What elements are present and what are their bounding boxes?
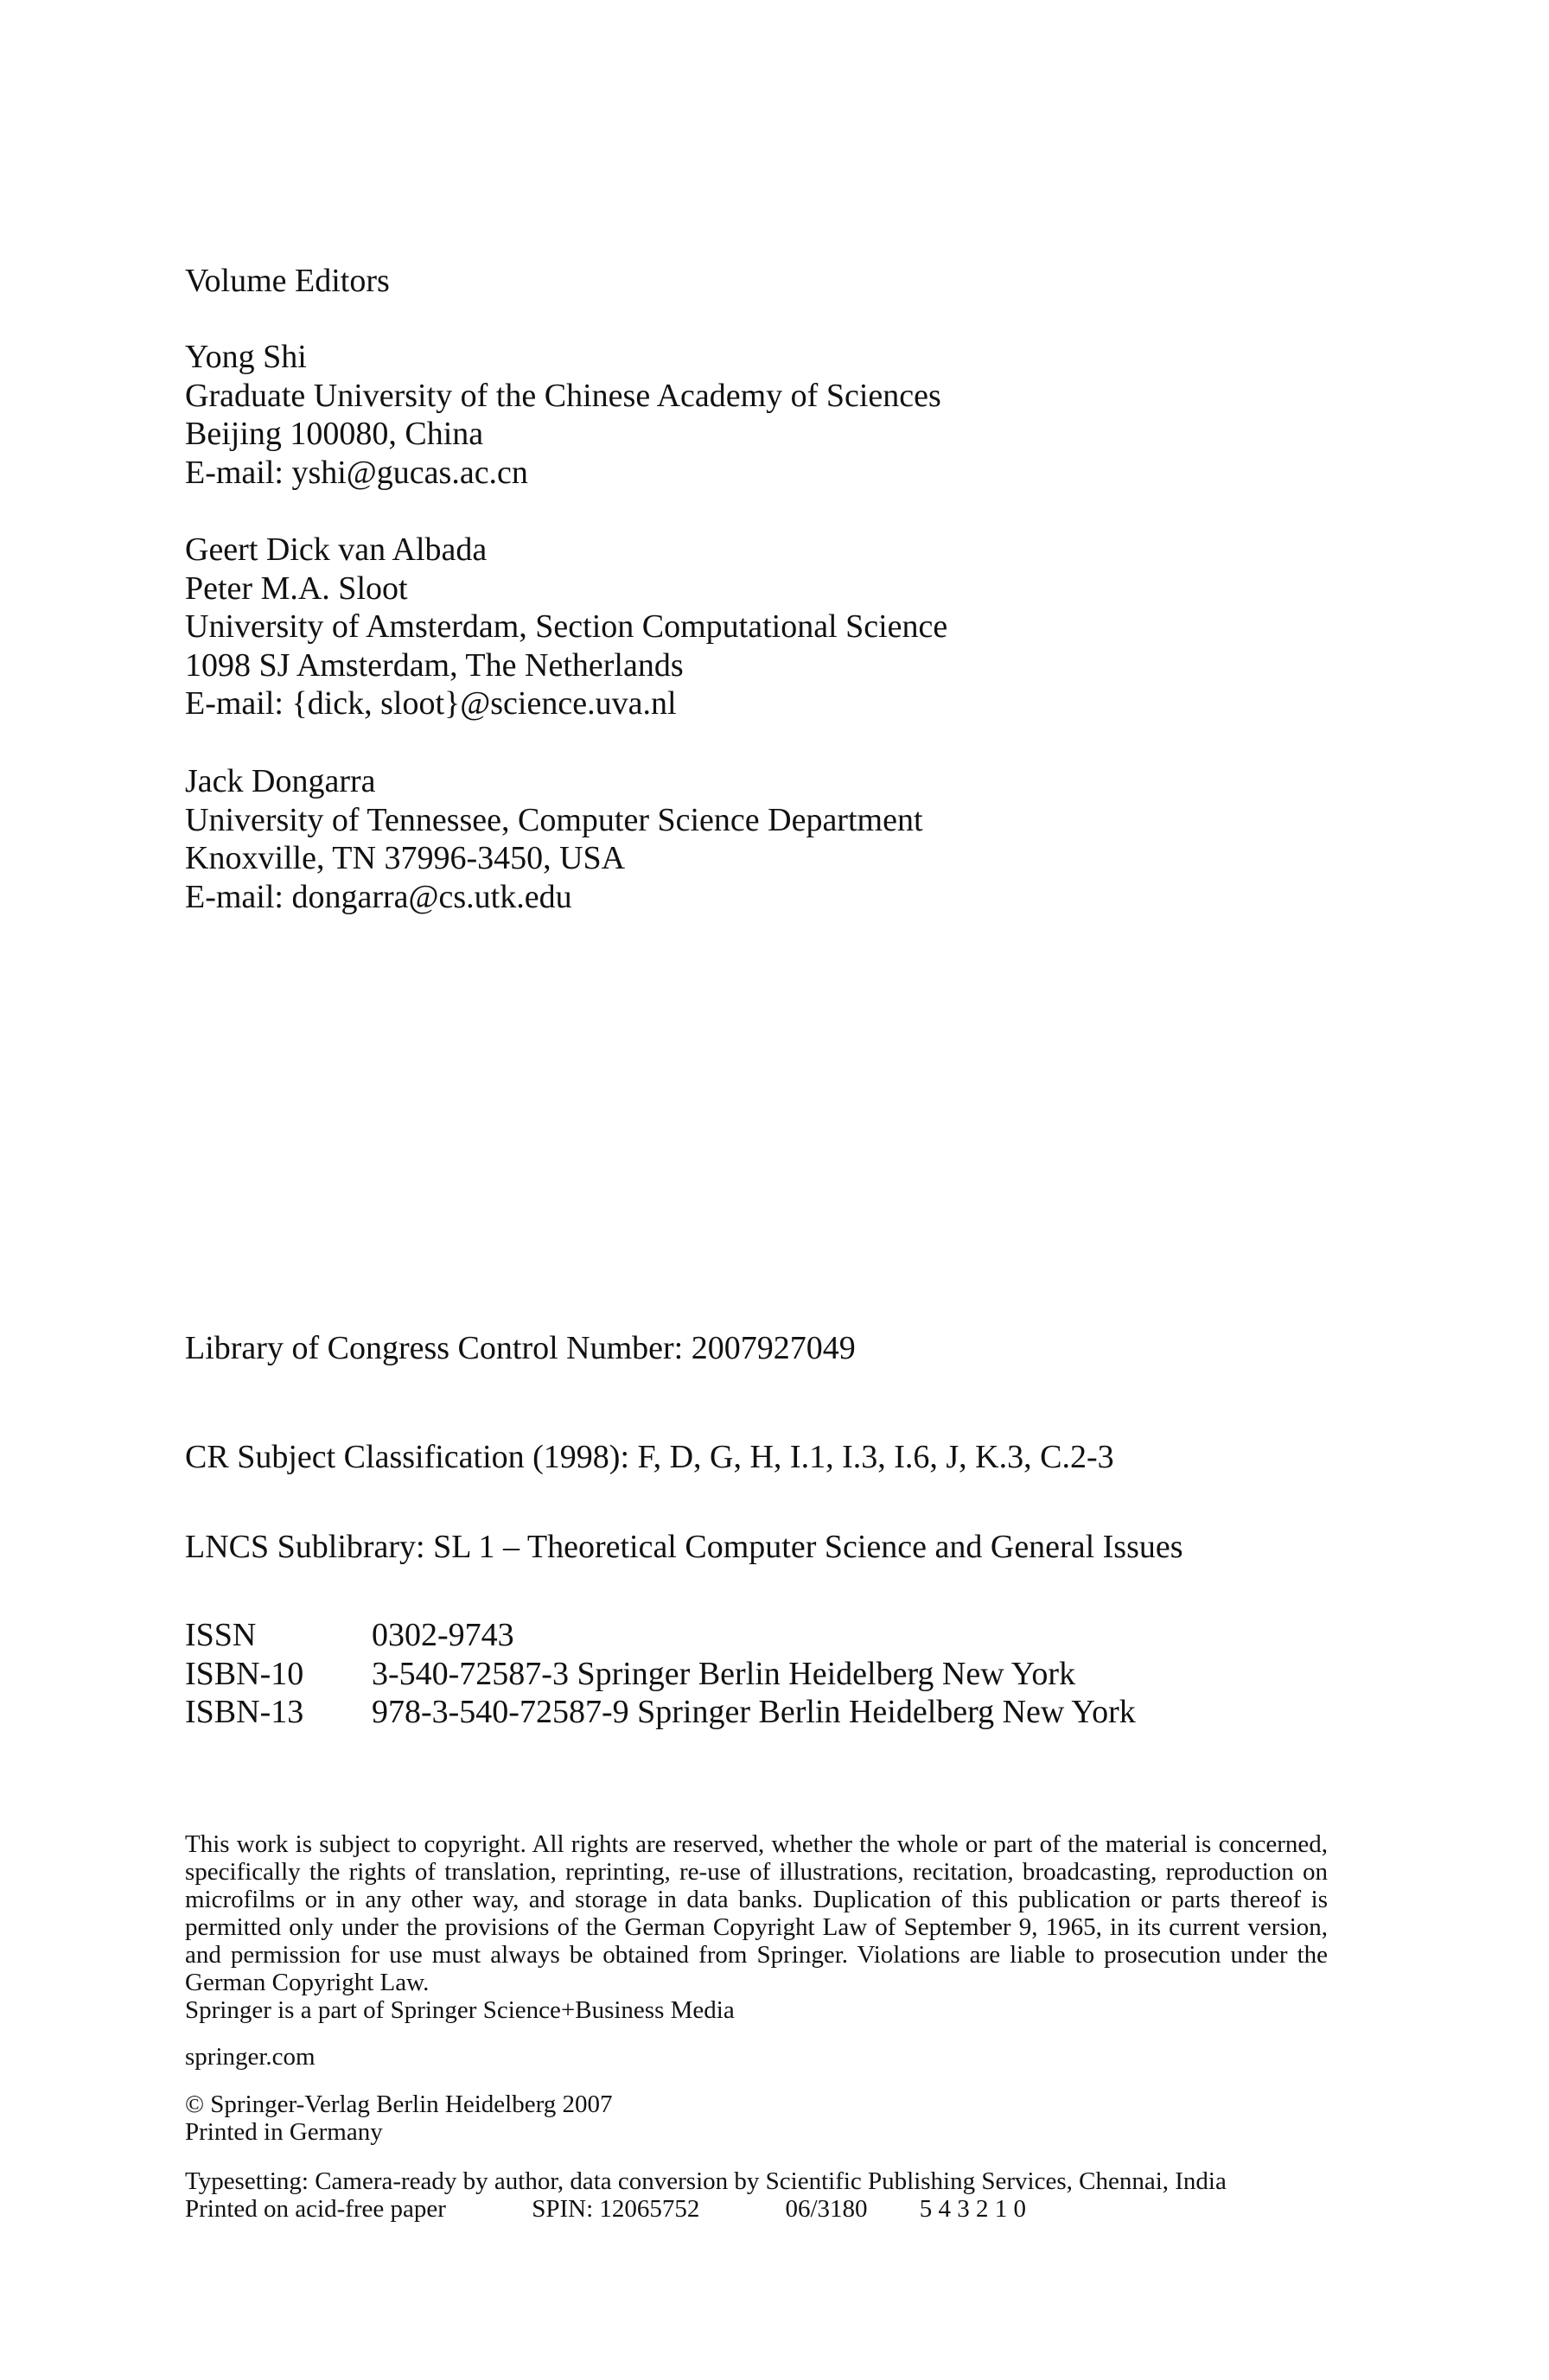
print-run-numbers: 5 4 3 2 1 0: [919, 2195, 1026, 2223]
copyright-and-printing: [185, 2090, 612, 2146]
identifier-value: 3-540-72587-3 Springer Berlin Heidelberg New York: [372, 1655, 1076, 1692]
editor-name: Geert Dick van Albada: [185, 531, 488, 568]
editor-block-jack-dongarra: [185, 762, 923, 916]
editor-email: E-mail: yshi@gucas.ac.cn: [185, 454, 528, 491]
springer-website: springer.com: [185, 2043, 316, 2071]
springer-business-media-note: Springer is a part of Springer Science+Business Media: [185, 1996, 735, 2024]
spin-number: SPIN: 12065752: [532, 2195, 700, 2223]
typesetting-note: Typesetting: Camera-ready by author, data conversion by Scientific Publishing Services, Chennai, India: [185, 2167, 1227, 2195]
editor-affiliation: University of Amsterdam, Section Computational Science: [185, 608, 948, 645]
library-of-congress-control-number: Library of Congress Control Number: 2007927049: [185, 1330, 856, 1366]
editor-address: Beijing 100080, China: [185, 416, 484, 452]
copyright-line: © Springer-Verlag Berlin Heidelberg 2007: [185, 2090, 613, 2118]
issn-row: [185, 1616, 1136, 1655]
editor-affiliation: University of Tennessee, Computer Science Department: [185, 801, 923, 838]
copyright-notice: This work is subject to copyright. All rights are reserved, whether the whole or part of the material is concerned, specifically the rights of translation, reprinting, re-use of illustrations, recitation, broadcasting, reproduction on microfilms or in any other way, and storage in data banks. Duplication of this publication or parts thereof is permitted only under the provisions of the German Copyright Law of September 9, 1965, in its current version, and permission for use must always be obtained from Springer. Violations are liable to prosecution under the German Copyright Law.: [185, 1830, 1328, 1996]
identifier-value: 0302-9743: [372, 1617, 514, 1653]
editor-email: E-mail: {dick, sloot}@science.uva.nl: [185, 685, 677, 722]
identifier-label: ISSN: [185, 1617, 257, 1653]
identifier-table: [185, 1616, 1136, 1732]
editor-name: Peter M.A. Sloot: [185, 570, 408, 607]
editor-name: Jack Dongarra: [185, 763, 376, 799]
cr-subject-classification: CR Subject Classification (1998): F, D, G, H, I.1, I.3, I.6, J, K.3, C.2-3: [185, 1439, 1114, 1475]
printed-location: Printed in Germany: [185, 2118, 383, 2146]
isbn-10-row: [185, 1655, 1136, 1694]
isbn-13-row: [185, 1693, 1136, 1732]
editor-name: Yong Shi: [185, 339, 307, 375]
identifier-value: 978-3-540-72587-9 Springer Berlin Heidelberg New York: [372, 1694, 1136, 1730]
identifier-label: ISBN-10: [185, 1655, 304, 1692]
volume-editors-heading: Volume Editors: [185, 263, 390, 299]
editor-block-amsterdam: [185, 531, 947, 723]
identifier-label: ISBN-13: [185, 1694, 304, 1730]
editor-block-yong-shi: [185, 338, 941, 492]
printing-details: [185, 2195, 1026, 2223]
lncs-sublibrary: LNCS Sublibrary: SL 1 – Theoretical Computer Science and General Issues: [185, 1529, 1183, 1565]
editor-affiliation: Graduate University of the Chinese Academy of Sciences: [185, 377, 941, 414]
editor-address: Knoxville, TN 37996-3450, USA: [185, 840, 626, 876]
editor-email: E-mail: dongarra@cs.utk.edu: [185, 878, 572, 915]
acid-free-paper-note: Printed on acid-free paper: [185, 2195, 446, 2223]
editor-address: 1098 SJ Amsterdam, The Netherlands: [185, 646, 684, 684]
print-code: 06/3180: [785, 2195, 868, 2223]
